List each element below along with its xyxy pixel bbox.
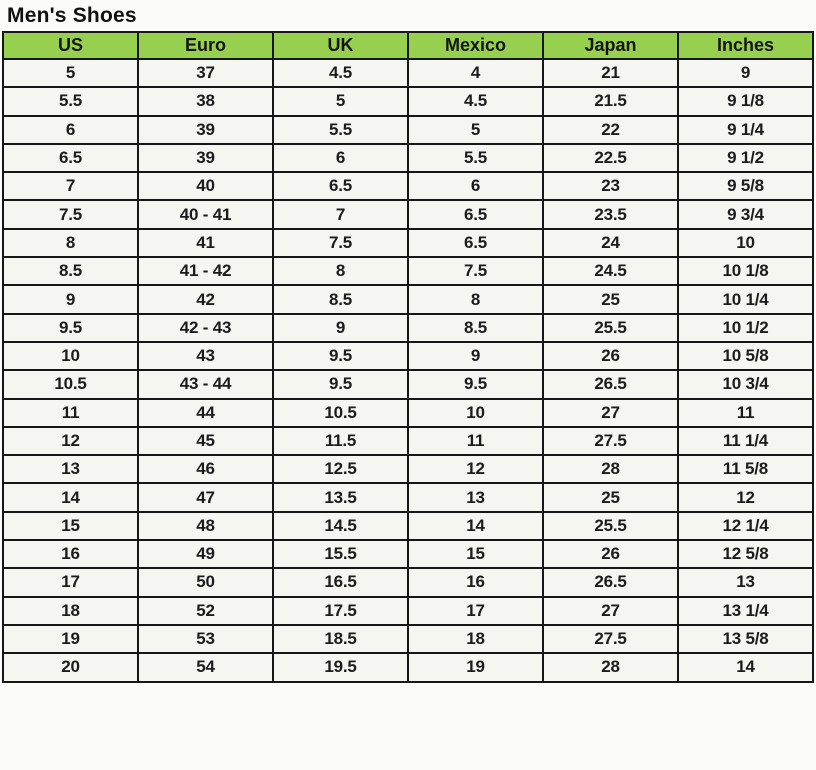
table-row [3,314,813,342]
table-cell: 6 [408,172,543,200]
column-header-japan: Japan [543,32,678,59]
table-cell: 41 - 42 [138,257,273,285]
table-cell: 25 [543,285,678,313]
size-table [2,31,814,683]
table-cell: 9.5 [408,370,543,398]
table-cell: 11.5 [273,427,408,455]
table-cell: 19 [3,625,138,653]
table-cell: 13 5/8 [678,625,813,653]
table-cell: 38 [138,87,273,115]
table-cell: 9 [408,342,543,370]
table-cell: 18 [408,625,543,653]
table-cell: 10 [678,229,813,257]
table-row [3,427,813,455]
table-cell: 21.5 [543,87,678,115]
table-row [3,229,813,257]
table-cell: 8 [273,257,408,285]
table-cell: 26 [543,342,678,370]
table-cell: 5 [408,116,543,144]
table-cell: 27 [543,597,678,625]
column-header-inches: Inches [678,32,813,59]
table-cell: 16.5 [273,568,408,596]
table-cell: 17 [408,597,543,625]
table-row [3,116,813,144]
table-cell: 6.5 [408,229,543,257]
table-cell: 48 [138,512,273,540]
table-row [3,625,813,653]
table-cell: 23.5 [543,200,678,228]
table-row [3,59,813,87]
header-row [3,32,813,59]
table-cell: 11 [678,399,813,427]
table-cell: 13 [3,455,138,483]
table-cell: 10.5 [273,399,408,427]
size-table-body [3,59,813,682]
table-row [3,597,813,625]
column-header-uk: UK [273,32,408,59]
table-cell: 6.5 [3,144,138,172]
table-cell: 9 [678,59,813,87]
table-row [3,483,813,511]
column-header-mexico: Mexico [408,32,543,59]
table-cell: 14 [3,483,138,511]
table-cell: 6.5 [408,200,543,228]
table-row [3,257,813,285]
table-cell: 42 - 43 [138,314,273,342]
table-row [3,540,813,568]
table-cell: 10 3/4 [678,370,813,398]
table-cell: 6.5 [273,172,408,200]
table-cell: 25 [543,483,678,511]
table-cell: 20 [3,653,138,681]
table-cell: 6 [3,116,138,144]
table-cell: 12 [408,455,543,483]
table-cell: 7.5 [3,200,138,228]
table-cell: 26.5 [543,370,678,398]
table-row [3,285,813,313]
table-cell: 12 5/8 [678,540,813,568]
table-cell: 39 [138,144,273,172]
table-cell: 26 [543,540,678,568]
table-cell: 43 - 44 [138,370,273,398]
table-cell: 27 [543,399,678,427]
table-cell: 6 [273,144,408,172]
size-table-head [3,32,813,59]
table-row [3,399,813,427]
table-cell: 13.5 [273,483,408,511]
table-cell: 11 [3,399,138,427]
table-cell: 19 [408,653,543,681]
table-cell: 19.5 [273,653,408,681]
table-row [3,87,813,115]
table-cell: 14 [408,512,543,540]
table-cell: 15 [3,512,138,540]
table-cell: 7.5 [408,257,543,285]
table-cell: 15 [408,540,543,568]
table-cell: 18 [3,597,138,625]
table-cell: 25.5 [543,314,678,342]
table-cell: 7 [273,200,408,228]
table-cell: 9 1/8 [678,87,813,115]
table-cell: 16 [3,540,138,568]
table-row [3,455,813,483]
table-cell: 8.5 [273,285,408,313]
table-cell: 11 [408,427,543,455]
table-cell: 49 [138,540,273,568]
table-cell: 11 5/8 [678,455,813,483]
table-cell: 9.5 [273,370,408,398]
table-cell: 42 [138,285,273,313]
table-cell: 4.5 [273,59,408,87]
table-cell: 8.5 [408,314,543,342]
table-cell: 52 [138,597,273,625]
table-cell: 10 1/8 [678,257,813,285]
table-cell: 17 [3,568,138,596]
table-cell: 8 [408,285,543,313]
table-cell: 5 [273,87,408,115]
table-cell: 9 [3,285,138,313]
table-cell: 8 [3,229,138,257]
table-cell: 9 1/2 [678,144,813,172]
table-cell: 9.5 [3,314,138,342]
table-cell: 24.5 [543,257,678,285]
table-row [3,200,813,228]
table-cell: 12 [678,483,813,511]
table-cell: 43 [138,342,273,370]
table-cell: 14.5 [273,512,408,540]
table-cell: 4.5 [408,87,543,115]
table-cell: 24 [543,229,678,257]
table-cell: 26.5 [543,568,678,596]
table-cell: 10 5/8 [678,342,813,370]
table-cell: 10.5 [3,370,138,398]
table-row [3,342,813,370]
table-cell: 13 [678,568,813,596]
table-cell: 16 [408,568,543,596]
table-cell: 21 [543,59,678,87]
table-cell: 13 [408,483,543,511]
table-cell: 13 1/4 [678,597,813,625]
table-cell: 27.5 [543,625,678,653]
table-cell: 22.5 [543,144,678,172]
table-cell: 44 [138,399,273,427]
table-cell: 37 [138,59,273,87]
table-cell: 22 [543,116,678,144]
table-cell: 25.5 [543,512,678,540]
table-row [3,144,813,172]
table-cell: 23 [543,172,678,200]
table-cell: 40 [138,172,273,200]
table-cell: 18.5 [273,625,408,653]
table-cell: 15.5 [273,540,408,568]
table-row [3,512,813,540]
table-cell: 7.5 [273,229,408,257]
table-cell: 39 [138,116,273,144]
table-cell: 10 [3,342,138,370]
table-cell: 9 [273,314,408,342]
table-row [3,172,813,200]
table-cell: 50 [138,568,273,596]
table-cell: 54 [138,653,273,681]
table-cell: 8.5 [3,257,138,285]
table-cell: 11 1/4 [678,427,813,455]
table-cell: 9 1/4 [678,116,813,144]
table-cell: 14 [678,653,813,681]
table-row [3,653,813,681]
table-cell: 46 [138,455,273,483]
table-cell: 12 1/4 [678,512,813,540]
table-cell: 9 5/8 [678,172,813,200]
table-cell: 45 [138,427,273,455]
table-cell: 5 [3,59,138,87]
table-cell: 10 1/4 [678,285,813,313]
table-cell: 10 [408,399,543,427]
table-cell: 27.5 [543,427,678,455]
table-cell: 10 1/2 [678,314,813,342]
table-cell: 28 [543,653,678,681]
table-cell: 4 [408,59,543,87]
table-cell: 41 [138,229,273,257]
table-cell: 40 - 41 [138,200,273,228]
page-title: Men's Shoes [7,4,137,27]
column-header-euro: Euro [138,32,273,59]
table-cell: 28 [543,455,678,483]
table-cell: 47 [138,483,273,511]
table-cell: 5.5 [273,116,408,144]
table-row [3,568,813,596]
table-cell: 53 [138,625,273,653]
table-row [3,370,813,398]
table-cell: 9.5 [273,342,408,370]
table-cell: 7 [3,172,138,200]
table-cell: 17.5 [273,597,408,625]
table-cell: 5.5 [408,144,543,172]
table-cell: 9 3/4 [678,200,813,228]
table-cell: 12 [3,427,138,455]
table-cell: 5.5 [3,87,138,115]
column-header-us: US [3,32,138,59]
table-cell: 12.5 [273,455,408,483]
